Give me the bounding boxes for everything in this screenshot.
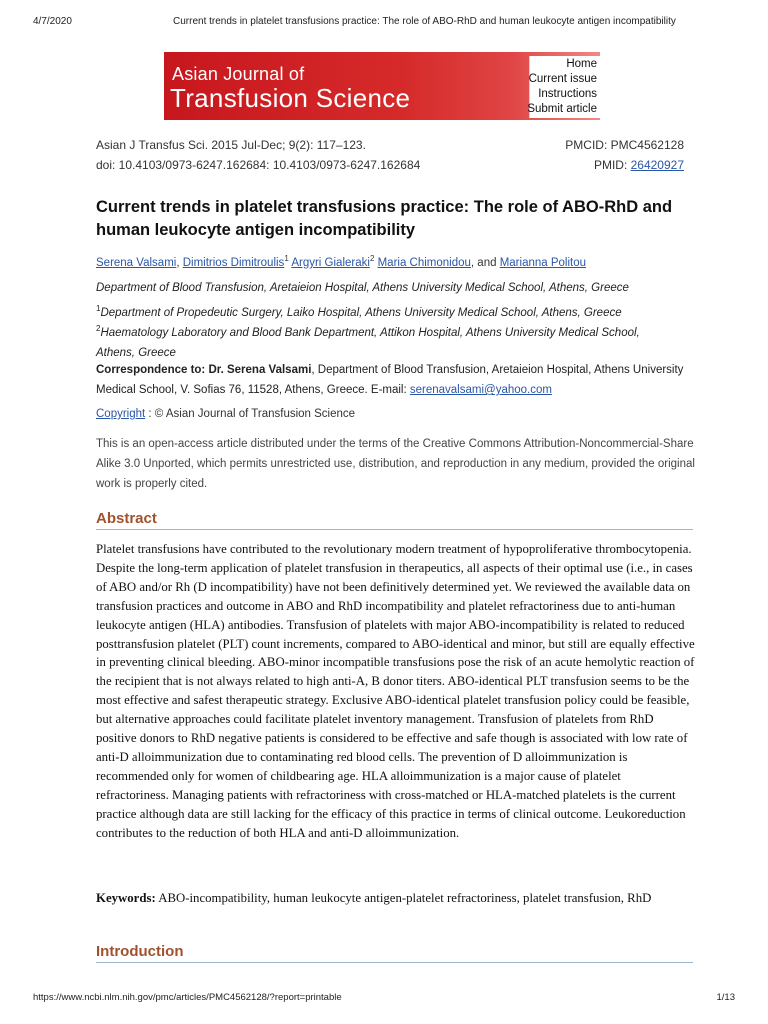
keywords: Keywords: ABO-incompatibility, human leukocyte antigen-platelet refractoriness, platelet transfusion, RhD	[96, 891, 652, 905]
print-header	[33, 16, 735, 30]
author-link[interactable]: Dimitrios Dimitroulis	[182, 256, 285, 269]
nav-instructions-link[interactable]: Instructions	[538, 88, 597, 100]
journal-name-line2: Transfusion Science	[170, 83, 411, 113]
pmcid: PMCID: PMC4562128	[565, 138, 684, 152]
author-affiliation-sup: 1	[284, 254, 289, 263]
correspondence: Correspondence to: Dr. Serena Valsami, Department of Blood Transfusion, Aretaieion Hospital, Athens University Medical School, V. Sofias 76, 11528, Athens, Greece. E-mail: serenavalsami@yahoo.com	[96, 364, 684, 396]
doi: doi: 10.4103/0973-6247.162684: 10.4103/0973-6247.162684	[96, 158, 421, 172]
nav-home-link[interactable]: Home	[566, 58, 597, 70]
journal-name-line1: Asian Journal of	[172, 64, 305, 84]
author-list: Serena Valsami, Dimitrios Dimitroulis$^1$ Argyri Gialeraki$^2$ Maria Chimonidou, and Marianna Politou	[96, 254, 587, 269]
author-affiliation-sup: 2	[369, 254, 375, 263]
article-title: Current trends in platelet transfusions practice: The role of ABO-RhD and human leukocyte antigen incompatibility	[96, 198, 673, 239]
license-text: This is an open-access article distributed under the terms of the Creative Commons Attribution-Noncommercial-Share Alike 3.0 Unported, which permits unrestricted use, distribution, and reproduction in any medium, provided the original work is properly cited.	[96, 438, 695, 490]
journal-banner	[164, 52, 600, 120]
copyright-line: Copyright : © Asian Journal of Transfusion Science	[96, 408, 356, 420]
print-date: 4/7/2020	[33, 16, 72, 27]
pmid	[594, 158, 684, 172]
affiliation-2: $^2$Haematology Laboratory and Blood Bank Department, Attikon Hospital, Athens University Medical School, Athens, Greece	[96, 324, 640, 359]
print-url: https://www.ncbi.nlm.nih.gov/pmc/articles/PMC4562128/?report=printable	[33, 992, 342, 1003]
print-title: Current trends in platelet transfusions practice: The role of ABO-RhD and human leukocyte antigen incompatibility	[173, 16, 676, 27]
copyright-link[interactable]: Copyright	[96, 408, 146, 420]
page-number: 1/13	[716, 992, 735, 1003]
keywords-label: Keywords:	[96, 891, 156, 905]
abstract-body: Platelet transfusions have contributed to the revolutionary modern treatment of hypoproliferative thrombocytopenia. Despite the long-term application of platelet transfusion in therapeutics, all aspects of their optimal use (i.e., in cases of ABO and/or Rh (D incompatibility) have not been definitively determined yet. We reviewed the available data on transfusion practices and outcome in ABO and RhD incompatibility and platelet refractoriness due to anti-human leukocyte antigen (HLA) antibodies. Transfusion of platelets with major ABO-incompatibility is related to reduced posttransfusion platelet (PLT) count increments, compared to ABO-identical and minor, but still are equally effective in preventing clinical bleeding. ABO-minor incompatible transfusions pose the risk of an acute hemolytic reaction of the recipient that is not always related to high anti-A, B donor titers. ABO-identical PLT transfusion seems to be the most effective and safest therapeutic strategy. Exclusive ABO-identical platelet transfusion policy could be feasible, but alternative approaches could facilitate platelet inventory management. Transfusion of platelets from RhD positive donors to RhD negative patients is considered to be effective and safe though is associated with low rate of anti-D alloimmunization due to contaminating red blood cells. The prevention of D alloimmunization is recommended only for women of childbearing age. HLA alloimmunization is a major cause of platelet refractoriness. Managing patients with refractoriness with cross-matched or HLA-matched platelets is the current practice although data are still lacking for the efficacy of this practice in terms of clinical outcome. Leukoreduction contributes to the reduction of both HLA and anti-D alloimmunization.	[96, 542, 695, 840]
author-link[interactable]: Serena Valsami	[96, 256, 177, 269]
author-link[interactable]: Argyri Gialeraki	[291, 256, 370, 269]
citation: Asian J Transfus Sci. 2015 Jul-Dec; 9(2): 117–123.	[96, 138, 366, 152]
pmid-link[interactable]: 26420927	[630, 158, 684, 172]
author-link[interactable]: Marianna Politou	[499, 256, 587, 269]
journal-nav	[529, 56, 600, 118]
author-link[interactable]: Maria Chimonidou	[377, 256, 471, 269]
nav-submit-article-link[interactable]: Submit article	[527, 103, 597, 115]
pmid-label: PMID:	[593, 158, 631, 172]
abstract-heading: Abstract	[96, 510, 693, 530]
email-link[interactable]: serenavalsami@yahoo.com	[409, 384, 552, 396]
correspondence-label: Correspondence to: Dr. Serena Valsami	[96, 364, 312, 376]
affiliation-0: Department of Blood Transfusion, Aretaieion Hospital, Athens University Medical School, Athens, Greece	[96, 282, 629, 294]
nav-current-issue-link[interactable]: Current issue	[528, 73, 597, 85]
affiliation-1: $^1$Department of Propedeutic Surgery, Laiko Hospital, Athens University Medical School, Athens, Greece	[96, 304, 622, 319]
introduction-heading: Introduction	[96, 943, 693, 963]
